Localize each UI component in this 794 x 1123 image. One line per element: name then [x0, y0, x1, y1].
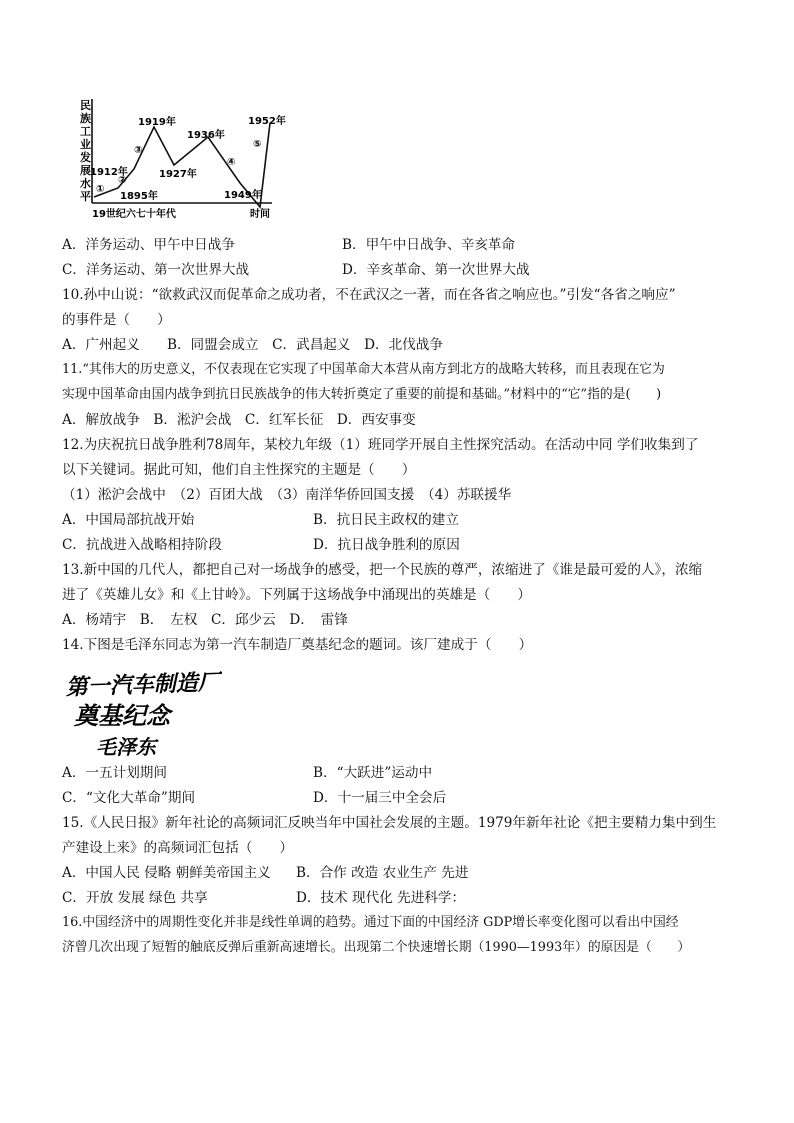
y-label-char: 工	[80, 125, 91, 138]
q15-option-a: A．中国人民 侵略 朝鲜美帝国主义	[62, 865, 271, 881]
mao-calligraphy-inscription	[62, 662, 222, 762]
stage-mark-5: ⑤	[253, 139, 262, 150]
q16-stem-line2: 济曾几次出现了短暂的触底反弹后重新高速增长。出现第二个快速增长期（1990—1993年）的原因是（ ）	[62, 940, 691, 955]
point-label-1936: 1936年	[187, 130, 225, 141]
y-label-char: 业	[80, 138, 91, 151]
y-label-char: 发	[80, 151, 91, 164]
calligraphy-line-2: 奠基纪念	[74, 701, 170, 730]
calligraphy-signature: 毛泽东	[96, 735, 156, 759]
calligraphy-line-1: 第一汽车制造厂	[65, 669, 221, 701]
q9-option-a: A．洋务运动、甲午中日战争	[62, 237, 235, 253]
q13-options: A．杨靖宇 B． 左权 C．邱少云 D． 雷锋	[62, 612, 348, 628]
q9-option-d: D．辛亥革命、第一次世界大战	[342, 262, 530, 278]
y-axis-label	[79, 98, 91, 203]
q10-stem-line1: 10.孙中山说：“欲救武汉而促革命之成功者，不在武汉之一著，而在各省之响应也。”引发“各省之响应”	[62, 287, 676, 303]
q11-stem-line2: 实现中国革命由国内战争到抗日民族战争的伟大转折奠定了重要的前提和基础。”材料中的“它”指的是( )	[62, 387, 662, 402]
point-label-1927: 1927年	[159, 169, 197, 180]
q12-option-b: B．抗日民主政权的建立	[313, 512, 459, 528]
stage-mark-3: ③	[134, 145, 143, 156]
q16-stem-line1: 16.中国经济中的周期性变化并非是线性单调的趋势。通过下面的中国经济 GDP增长率变化图可以看出中国经	[62, 915, 679, 930]
q14-option-c: C．“文化大革命”期间	[62, 790, 196, 806]
q14-stem: 14.下图是毛泽东同志为第一汽车制造厂奠基纪念的题词。该厂建成于（ ）	[62, 637, 533, 653]
point-label-1895: 1895年	[120, 191, 158, 202]
stage-mark-1: ①	[96, 184, 105, 195]
q9-option-b: B．甲午中日战争、辛亥革命	[342, 237, 516, 253]
point-label-1919: 1919年	[138, 117, 176, 128]
q12-option-a: A．中国局部抗战开始	[62, 512, 195, 528]
x-label-left: 19世纪六七十年代	[92, 209, 176, 220]
point-label-1949: 1949年	[224, 190, 262, 201]
stage-mark-2: ②	[118, 175, 127, 186]
q15-option-c: C．开放 发展 绿色 共享	[62, 890, 208, 906]
q10-stem-line2: 的事件是（ ）	[62, 312, 171, 328]
q15-stem-line2: 产建设上来》的高频词汇包括（ ）	[62, 840, 294, 856]
industry-development-chart	[62, 95, 302, 225]
y-label-char: 平	[80, 190, 91, 203]
x-label-right: 时间	[250, 209, 270, 220]
q14-option-b: B．“大跃进”运动中	[313, 765, 433, 781]
q12-option-d: D．抗日战争胜利的原因	[313, 537, 460, 553]
q14-option-d: D．十一届三中全会后	[313, 790, 447, 806]
point-label-1912: 1912年	[90, 167, 128, 178]
q11-options: A．解放战争 B．淞沪会战 C．红军长征 D．西安事变	[62, 412, 416, 428]
y-label-char: 民	[80, 99, 91, 112]
q12-stem-line1: 12.为庆祝抗日战争胜利78周年，某校九年级（1）班同学开展自主性探究活动。在活动中同 学们收集到了	[62, 437, 699, 453]
y-label-char: 族	[80, 112, 91, 125]
q15-option-b: B．合作 改造 农业生产 先进	[296, 865, 469, 881]
q12-stem-line2: 以下关键词。据此可知，他们自主性探究的主题是（ ）	[62, 462, 416, 478]
q15-stem-line1: 15.《人民日报》新年社论的高频词汇反映当年中国社会发展的主题。1979年新年社论《把主要精力集中到生	[62, 815, 717, 831]
q9-option-c: C．洋务运动、第一次世界大战	[62, 262, 250, 278]
q13-stem-line2: 进了《英雄儿女》和《上甘岭》。下列属于这场战争中涌现出的英雄是（ ）	[62, 587, 531, 603]
q12-keywords: （1）淞沪会战中 （2）百团大战 （3）南洋华侨回国支援 （4）苏联援华	[62, 487, 512, 503]
q11-stem-line1: 11.“其伟大的历史意义，不仅表现在它实现了中国革命大本营从南方到北方的战略大转移，而且表现在它为	[62, 362, 665, 377]
q13-stem-line1: 13.新中国的几代人，都把自己对一场战争的感受，把一个民族的尊严，浓缩进了《谁是最可爱的人》，浓缩	[62, 562, 703, 578]
point-label-1952: 1952年	[248, 116, 286, 127]
q10-options: A．广州起义 B．同盟会成立 C．武昌起义 D．北伐战争	[62, 337, 443, 353]
y-label-char: 展	[80, 164, 91, 177]
y-label-char: 水	[80, 177, 91, 190]
stage-mark-4: ④	[227, 157, 236, 168]
q12-option-c: C．抗战进入战略相持阶段	[62, 537, 222, 553]
q15-option-d: D．技术 现代化 先进科学：	[296, 890, 466, 906]
q14-option-a: A．一五计划期间	[62, 765, 167, 781]
